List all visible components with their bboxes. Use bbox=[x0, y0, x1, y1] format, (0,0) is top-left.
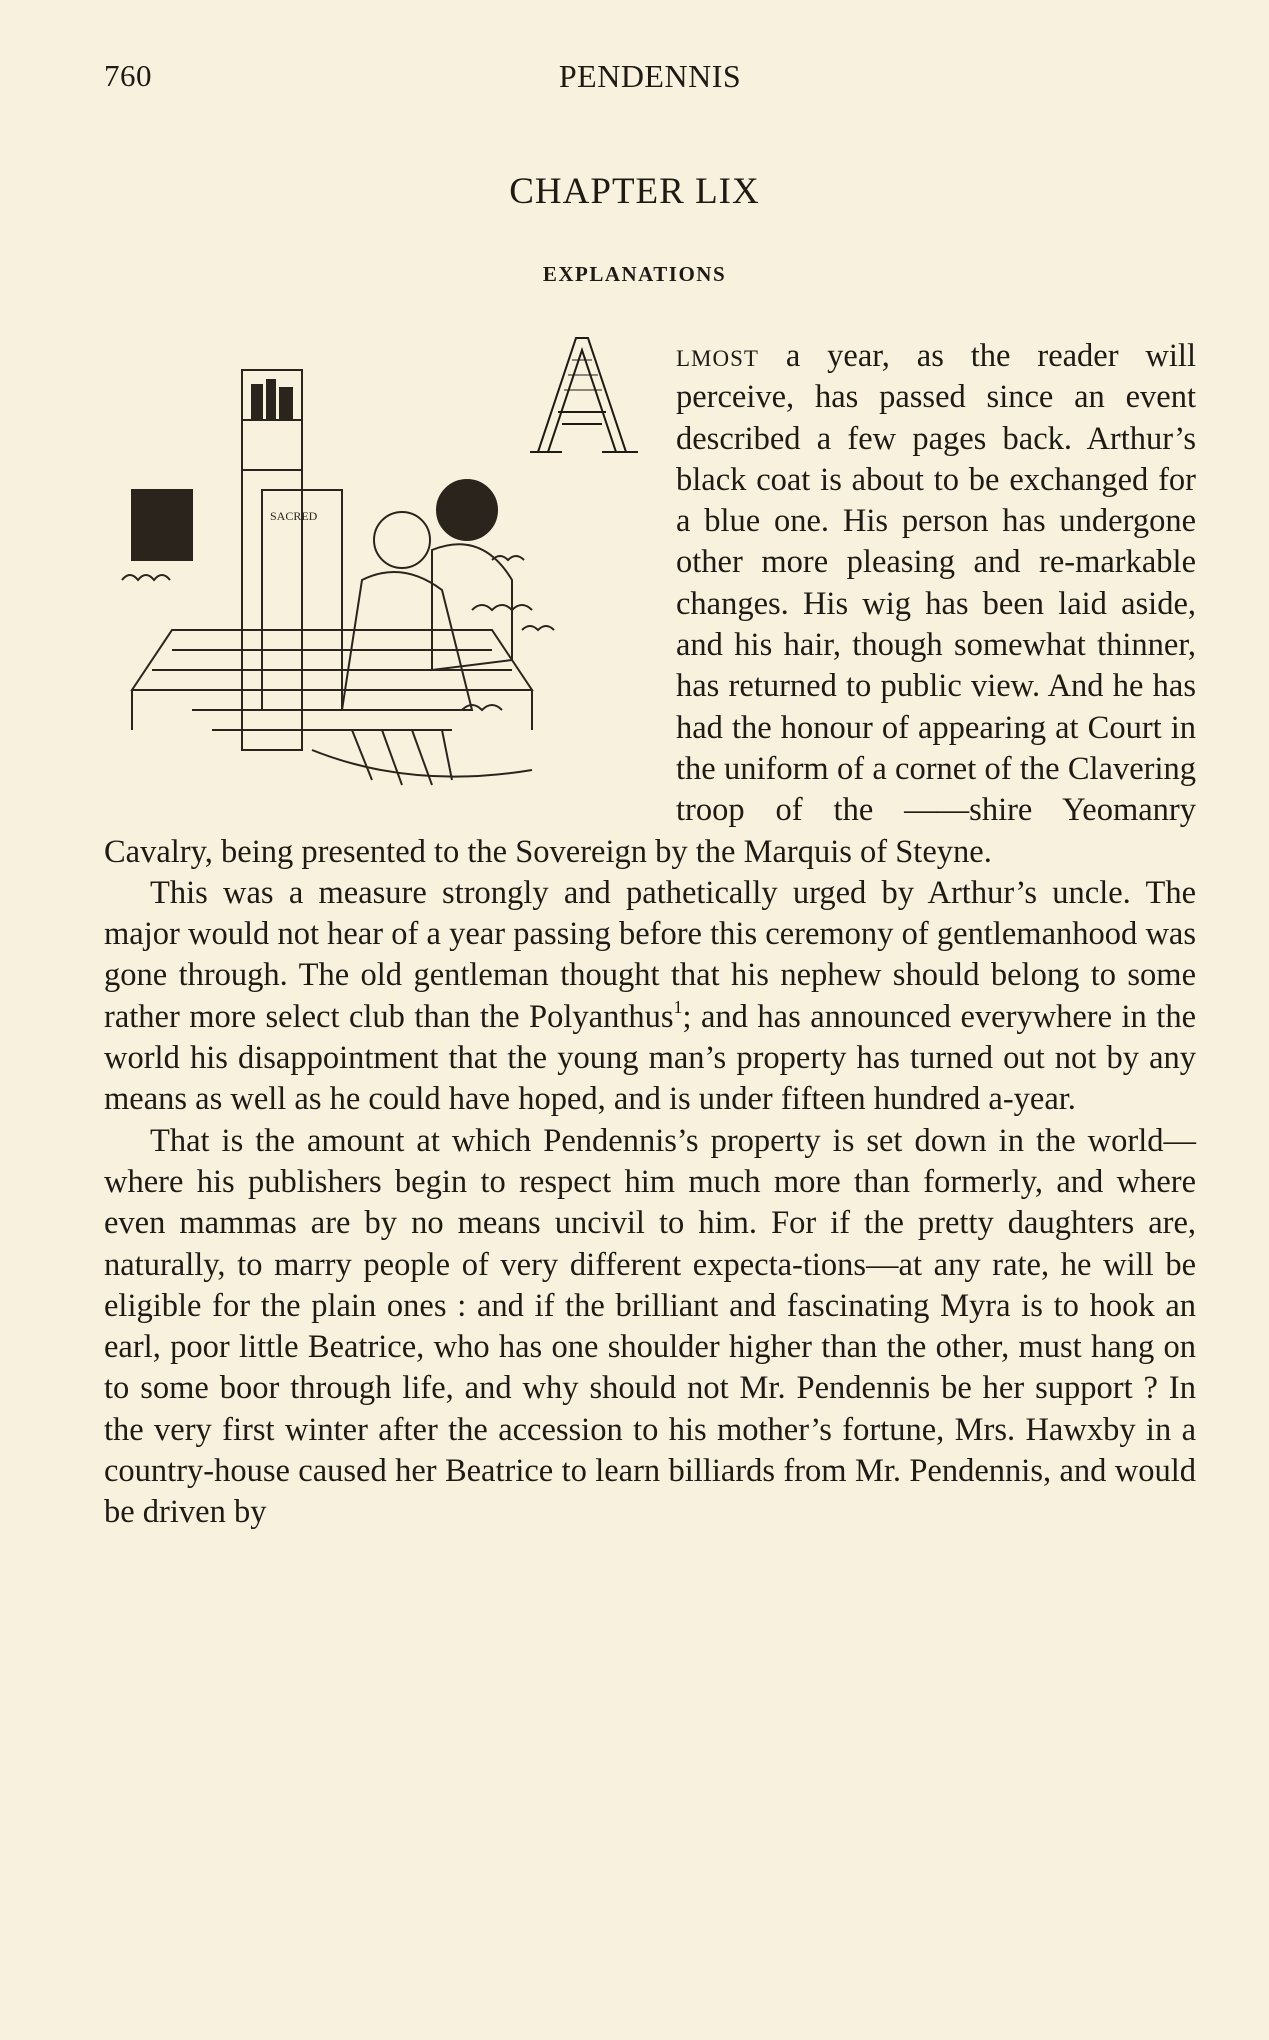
body-text bbox=[104, 336, 1196, 1534]
footnote-marker[interactable]: 1 bbox=[673, 996, 683, 1017]
paragraph-2-part-a: This was a measure strongly and pathetically urged by Arthur’s uncle. The major would not hear of a year passing before this ceremony of gentlemanhood was gone through. The old gentleman thought that his nephew should belong to some rather more select club than the Polyanthus bbox=[104, 874, 1196, 1035]
drop-cap-continuation: lmost bbox=[676, 338, 759, 374]
illustration-spacer bbox=[104, 336, 676, 828]
chapter-subtitle: EXPLANATIONS bbox=[542, 262, 727, 286]
paragraph-2-part-b: ; and has announced everywhere in the world his disappointment that the young man’s property has turned out not by any means as well as he could have hoped, and is under fifteen hundred a-year. bbox=[104, 998, 1196, 1118]
paragraph-2 bbox=[104, 873, 1196, 1121]
svg-text:SACRED: SACRED bbox=[270, 509, 318, 523]
chapter-title: CHAPTER LIX bbox=[509, 171, 760, 212]
paragraph-1-body: a year, as the reader will perceive, has passed since an event described a few pages back. Arthur’s black coat is about to be exchanged for a blue one. His person has undergone other more pleasing and re-markable changes. His wig has been laid aside, and his hair, though somewhat thinner, has returned to public view. And he has had the honour of appearing at Court in the uniform of a cornet of the Clavering troop of the ——shire Yeomanry Cavalry, being presented to the Sovereign by the Marquis of Steyne. bbox=[104, 338, 1196, 870]
paragraph-3: That is the amount at which Pendennis’s property is set down in the world—where his publishers begin to respect him much more than formerly, and where even mammas are by no means uncivil to him. For if the pretty daughters are, naturally, to marry people of very different expecta-tions—at any rate, he will be eligible for the plain ones : and if the brilliant and fascinating Myra is to hook an earl, poor little Beatrice, who has one shoulder higher than the other, must hang on to some boor through life, and why should not Mr. Pendennis be her support ? In the very first winter after the accession to his mother’s fortune, Mrs. Hawxby in a country-house caused her Beatrice to learn billiards from Mr. Pendennis, and would be driven by bbox=[104, 1122, 1196, 1531]
page-number: 760 bbox=[104, 58, 152, 93]
running-head bbox=[104, 58, 1196, 102]
running-title: PENDENNIS bbox=[558, 58, 742, 94]
